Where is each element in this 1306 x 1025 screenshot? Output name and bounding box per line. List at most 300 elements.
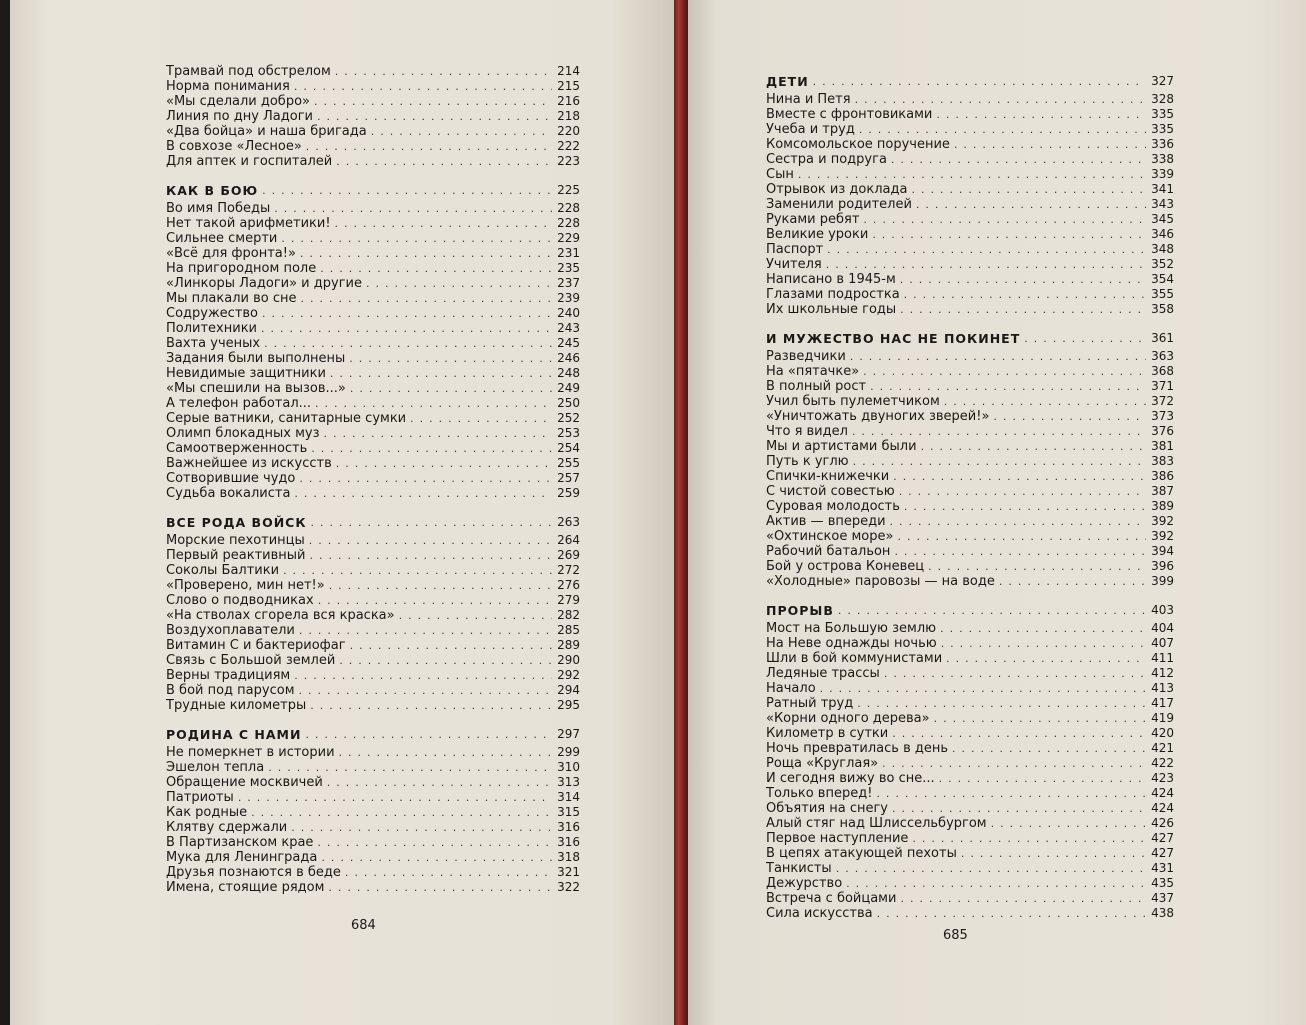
toc-entry	[166, 835, 580, 850]
entry-title: Витамин С и бактериофаг	[166, 638, 346, 653]
dot-leader	[317, 109, 552, 124]
dot-leader	[410, 411, 552, 426]
section-heading	[766, 72, 1174, 89]
entry-page-number: 214	[557, 64, 580, 78]
entry-title: Алый стяг над Шлиссельбургом	[766, 816, 987, 831]
dot-leader	[853, 454, 1146, 469]
dot-leader	[328, 880, 552, 895]
book-edge-shadow	[0, 0, 10, 1025]
section-title: И МУЖЕСТВО НАС НЕ ПОКИНЕТ	[766, 331, 1021, 346]
toc-entry	[166, 94, 580, 109]
entry-title: С чистой совестью	[766, 484, 895, 499]
entry-page-number: 272	[557, 563, 580, 577]
entry-page-number: 352	[1151, 257, 1174, 271]
entry-title: В полный рост	[766, 379, 867, 394]
entry-title: Для аптек и госпиталей	[166, 154, 333, 169]
dot-leader	[954, 137, 1146, 152]
entry-page-number: 314	[557, 790, 580, 804]
entry-page-number: 220	[557, 124, 580, 138]
dot-leader	[314, 94, 552, 109]
dot-leader	[892, 726, 1146, 741]
dot-leader	[952, 741, 1146, 756]
entry-title: Написано в 1945-м	[766, 272, 896, 287]
dot-leader	[281, 231, 552, 246]
entry-title: Линия по дну Ладоги	[166, 109, 313, 124]
toc-section	[766, 329, 1174, 589]
entry-page-number: 348	[1151, 242, 1174, 256]
entry-page-number: 371	[1151, 379, 1174, 393]
entry-page-number: 424	[1151, 786, 1174, 800]
dot-leader	[877, 906, 1146, 921]
dot-leader	[890, 514, 1146, 529]
toc-section	[166, 181, 580, 501]
entry-title: «На стволах сгорела вся краска»	[166, 608, 395, 623]
toc-entry	[766, 786, 1174, 801]
entry-page-number: 310	[557, 760, 580, 774]
toc-entry	[766, 439, 1174, 454]
toc-entry	[766, 152, 1174, 167]
toc-entry	[766, 514, 1174, 529]
dot-leader	[826, 257, 1146, 272]
toc-entry	[166, 683, 580, 698]
toc-section	[166, 725, 580, 895]
entry-page-number: 215	[557, 79, 580, 93]
section-page-number: 403	[1151, 603, 1174, 617]
dot-leader	[928, 559, 1146, 574]
entry-page-number: 289	[557, 638, 580, 652]
page-number: 684	[351, 918, 376, 933]
entry-title: Роща «Круглая»	[766, 756, 879, 771]
entry-page-number: 387	[1151, 484, 1174, 498]
dot-leader	[993, 409, 1146, 424]
entry-title: «Мы спешили на вызов...»	[166, 381, 346, 396]
dot-leader	[836, 861, 1146, 876]
toc-entry	[166, 154, 580, 169]
dot-leader	[846, 876, 1146, 891]
toc-entry	[766, 756, 1174, 771]
entry-title: Учителя	[766, 257, 822, 272]
dot-leader	[941, 636, 1146, 651]
entry-page-number: 295	[557, 698, 580, 712]
toc-entry	[166, 608, 580, 623]
dot-leader	[852, 424, 1146, 439]
entry-title: Сотворившие чудо	[166, 471, 296, 486]
entry-page-number: 386	[1151, 469, 1174, 483]
entry-title: Что я видел	[766, 424, 848, 439]
toc-entry	[766, 394, 1174, 409]
entry-title: Трамвай под обстрелом	[166, 64, 331, 79]
entry-title: Начало	[766, 681, 816, 696]
toc-entry	[766, 272, 1174, 287]
toc-entry	[166, 805, 580, 820]
entry-page-number: 338	[1151, 152, 1174, 166]
dot-leader	[850, 349, 1146, 364]
entry-title: Сила искусства	[766, 906, 873, 921]
toc-entry	[766, 379, 1174, 394]
section-page-number: 263	[557, 515, 580, 529]
dot-leader	[310, 698, 552, 713]
entry-title: Серые ватники, санитарные сумки	[166, 411, 407, 426]
entry-title: Суровая молодость	[766, 499, 900, 514]
toc-entry	[766, 364, 1174, 379]
toc-entry	[766, 287, 1174, 302]
dot-leader	[336, 154, 552, 169]
entry-page-number: 426	[1151, 816, 1174, 830]
dot-leader	[863, 364, 1146, 379]
toc-entry	[766, 122, 1174, 137]
entry-title: Патриоты	[166, 790, 234, 805]
entry-page-number: 419	[1151, 711, 1174, 725]
dot-leader	[882, 756, 1146, 771]
toc-entry	[166, 850, 580, 865]
toc-entry	[766, 876, 1174, 891]
entry-page-number: 290	[557, 653, 580, 667]
entry-page-number: 420	[1151, 726, 1174, 740]
dot-leader	[946, 651, 1146, 666]
toc-entry	[166, 653, 580, 668]
entry-title: «Холодные» паровозы — на воде	[766, 574, 995, 589]
dot-leader	[310, 548, 553, 563]
entry-title: «Проверено, мин нет!»	[166, 578, 325, 593]
toc-entry	[166, 216, 580, 231]
toc-entry	[766, 696, 1174, 711]
toc-entry	[766, 831, 1174, 846]
entry-title: Встреча с бойцами	[766, 891, 897, 906]
dot-leader	[262, 183, 552, 198]
entry-page-number: 316	[557, 835, 580, 849]
toc-entry	[766, 92, 1174, 107]
section-heading	[166, 725, 580, 742]
dot-leader	[991, 816, 1146, 831]
toc-entry	[166, 865, 580, 880]
toc-entry	[766, 242, 1174, 257]
entry-page-number: 245	[557, 336, 580, 350]
entry-page-number: 313	[557, 775, 580, 789]
dot-leader	[299, 623, 552, 638]
entry-title: Трудные километры	[166, 698, 307, 713]
entry-page-number: 335	[1151, 122, 1174, 136]
entry-page-number: 427	[1151, 846, 1174, 860]
entry-page-number: 421	[1151, 741, 1174, 755]
dot-leader	[911, 182, 1146, 197]
dot-leader	[350, 638, 552, 653]
dot-leader	[301, 291, 553, 306]
entry-title: Олимп блокадных муз	[166, 426, 320, 441]
toc-entry	[166, 760, 580, 775]
entry-page-number: 223	[557, 154, 580, 168]
dot-leader	[294, 486, 552, 501]
dot-leader	[366, 276, 552, 291]
toc-entry	[766, 891, 1174, 906]
dot-leader	[900, 891, 1146, 906]
dot-leader	[813, 74, 1146, 89]
entry-title: На Неве однажды ночью	[766, 636, 937, 651]
entry-page-number: 282	[557, 608, 580, 622]
dot-leader	[299, 683, 553, 698]
toc-entry	[766, 454, 1174, 469]
entry-title: «Корни одного дерева»	[766, 711, 930, 726]
toc-entry	[166, 321, 580, 336]
toc-entry	[766, 651, 1174, 666]
section-page-number: 297	[557, 727, 580, 741]
entry-page-number: 246	[557, 351, 580, 365]
entry-page-number: 417	[1151, 696, 1174, 710]
entry-title: А телефон работал...	[166, 396, 312, 411]
dot-leader	[857, 696, 1146, 711]
dot-leader	[251, 805, 552, 820]
entry-title: Нина и Петя	[766, 92, 851, 107]
dot-leader	[268, 760, 552, 775]
toc-entry	[766, 801, 1174, 816]
dot-leader	[306, 139, 552, 154]
entry-page-number: 328	[1151, 92, 1174, 106]
entry-title: Слово о подводниках	[166, 593, 314, 608]
toc-entry	[166, 291, 580, 306]
dot-leader	[321, 850, 552, 865]
entry-title: Норма понимания	[166, 79, 290, 94]
dot-leader	[999, 574, 1146, 589]
entry-page-number: 228	[557, 201, 580, 215]
entry-page-number: 294	[557, 683, 580, 697]
dot-leader	[305, 727, 552, 742]
entry-title: Ратный труд	[766, 696, 854, 711]
entry-title: «Уничтожать двуногих зверей!»	[766, 409, 990, 424]
toc-entry	[166, 411, 580, 426]
entry-page-number: 255	[557, 456, 580, 470]
entry-page-number: 239	[557, 291, 580, 305]
toc-entry	[166, 336, 580, 351]
page-number: 685	[943, 928, 968, 943]
toc-section	[166, 513, 580, 713]
dot-leader	[900, 302, 1146, 317]
book-spine	[674, 0, 688, 1025]
section-heading	[166, 181, 580, 198]
entry-page-number: 372	[1151, 394, 1174, 408]
toc-entry	[766, 846, 1174, 861]
entry-title: Первое наступление	[766, 831, 909, 846]
entry-title: Сестра и подруга	[766, 152, 887, 167]
entry-page-number: 216	[557, 94, 580, 108]
toc-entry	[766, 621, 1174, 636]
entry-page-number: 358	[1151, 302, 1174, 316]
entry-page-number: 424	[1151, 801, 1174, 815]
entry-title: Отрывок из доклада	[766, 182, 908, 197]
toc-entry	[766, 212, 1174, 227]
dot-leader	[327, 775, 552, 790]
entry-page-number: 376	[1151, 424, 1174, 438]
toc-entry	[166, 456, 580, 471]
entry-title: Заменили родителей	[766, 197, 912, 212]
entry-page-number: 343	[1151, 197, 1174, 211]
toc-entry	[166, 486, 580, 501]
dot-leader	[318, 593, 552, 608]
dot-leader	[944, 394, 1146, 409]
dot-leader	[1024, 331, 1146, 346]
entry-title: Имена, стоящие рядом	[166, 880, 325, 895]
entry-page-number: 231	[557, 246, 580, 260]
entry-title: Обращение москвичей	[166, 775, 323, 790]
toc-entry	[166, 698, 580, 713]
toc-entry	[766, 107, 1174, 122]
toc-entry	[166, 790, 580, 805]
entry-title: Учил быть пулеметчиком	[766, 394, 940, 409]
dot-leader	[838, 603, 1146, 618]
dot-leader	[349, 351, 552, 366]
toc-entry	[766, 771, 1174, 786]
entry-title: «Два бойца» и наша бригада	[166, 124, 367, 139]
entry-title: Глазами подростка	[766, 287, 900, 302]
section-page-number: 327	[1151, 74, 1174, 88]
entry-title: На «пятачке»	[766, 364, 860, 379]
entry-page-number: 259	[557, 486, 580, 500]
dot-leader	[335, 216, 552, 231]
toc-entry	[166, 201, 580, 216]
dot-leader	[320, 261, 552, 276]
entry-title: В Партизанском крае	[166, 835, 314, 850]
dot-leader	[238, 790, 552, 805]
entry-page-number: 412	[1151, 666, 1174, 680]
entry-page-number: 336	[1151, 137, 1174, 151]
entry-page-number: 438	[1151, 906, 1174, 920]
toc-entry	[766, 741, 1174, 756]
dot-leader	[897, 529, 1146, 544]
dot-leader	[940, 621, 1146, 636]
toc-entry	[166, 775, 580, 790]
entry-page-number: 363	[1151, 349, 1174, 363]
toc-entry	[766, 711, 1174, 726]
entry-page-number: 435	[1151, 876, 1174, 890]
dot-leader	[870, 379, 1146, 394]
dot-leader	[339, 745, 552, 760]
dot-leader	[855, 92, 1146, 107]
entry-title: Комсомольское поручение	[766, 137, 950, 152]
entry-title: Учеба и труд	[766, 122, 855, 137]
entry-page-number: 269	[557, 548, 580, 562]
toc-entry	[766, 544, 1174, 559]
entry-page-number: 299	[557, 745, 580, 759]
toc-entry	[766, 137, 1174, 152]
section-heading	[166, 513, 580, 530]
entry-page-number: 316	[557, 820, 580, 834]
entry-page-number: 335	[1151, 107, 1174, 121]
toc-entry	[166, 563, 580, 578]
entry-page-number: 229	[557, 231, 580, 245]
dot-leader	[309, 533, 552, 548]
dot-leader	[345, 865, 552, 880]
entry-title: Километр в сутки	[766, 726, 889, 741]
entry-page-number: 396	[1151, 559, 1174, 573]
dot-leader	[264, 336, 552, 351]
entry-page-number: 394	[1151, 544, 1174, 558]
toc-entry	[166, 471, 580, 486]
entry-title: «Охтинское море»	[766, 529, 894, 544]
toc-entry	[166, 306, 580, 321]
entry-title: Только вперед!	[766, 786, 873, 801]
dot-leader	[936, 107, 1146, 122]
entry-title: Соколы Балтики	[166, 563, 280, 578]
dot-leader	[299, 471, 552, 486]
entry-page-number: 292	[557, 668, 580, 682]
dot-leader	[884, 666, 1146, 681]
dot-leader	[904, 287, 1146, 302]
entry-page-number: 341	[1151, 182, 1174, 196]
toc-entry	[766, 559, 1174, 574]
entry-page-number: 423	[1151, 771, 1174, 785]
entry-title: Путь к углю	[766, 454, 849, 469]
toc-entry	[166, 533, 580, 548]
dot-leader	[921, 439, 1146, 454]
entry-page-number: 253	[557, 426, 580, 440]
entry-page-number: 346	[1151, 227, 1174, 241]
toc-entry	[766, 666, 1174, 681]
entry-page-number: 339	[1151, 167, 1174, 181]
entry-title: Великие уроки	[766, 227, 869, 242]
toc-entry	[166, 593, 580, 608]
entry-page-number: 240	[557, 306, 580, 320]
entry-title: «Мы сделали добро»	[166, 94, 310, 109]
toc-entry	[166, 64, 580, 79]
toc-entry	[766, 499, 1174, 514]
entry-title: Дежурство	[766, 876, 843, 891]
entry-page-number: 228	[557, 216, 580, 230]
toc-entry	[166, 578, 580, 593]
section-page-number: 361	[1151, 331, 1174, 345]
dot-leader	[324, 426, 552, 441]
dot-leader	[894, 544, 1146, 559]
dot-leader	[291, 820, 552, 835]
dot-leader	[311, 441, 552, 456]
entry-page-number: 249	[557, 381, 580, 395]
dot-leader	[371, 124, 552, 139]
dot-leader	[916, 197, 1146, 212]
entry-page-number: 243	[557, 321, 580, 335]
dot-leader	[939, 771, 1146, 786]
toc-entry	[766, 861, 1174, 876]
entry-page-number: 427	[1151, 831, 1174, 845]
entry-title: Паспорт	[766, 242, 824, 257]
dot-leader	[339, 653, 552, 668]
toc-entry	[766, 349, 1174, 364]
toc-entry	[166, 351, 580, 366]
toc-entry	[166, 381, 580, 396]
entry-page-number: 254	[557, 441, 580, 455]
entry-title: Мост на Большую землю	[766, 621, 937, 636]
dot-leader	[350, 381, 552, 396]
section-title: РОДИНА С НАМИ	[166, 727, 302, 742]
entry-page-number: 422	[1151, 756, 1174, 770]
entry-title: Первый реактивный	[166, 548, 306, 563]
entry-page-number: 321	[557, 865, 580, 879]
dot-leader	[311, 515, 552, 530]
toc-entry	[766, 257, 1174, 272]
entry-title: Мы плакали во сне	[166, 291, 297, 306]
toc-entry	[166, 261, 580, 276]
dot-leader	[827, 242, 1146, 257]
entry-title: Мы и артистами были	[766, 439, 917, 454]
dot-leader	[399, 608, 552, 623]
entry-title: Клятву сдержали	[166, 820, 288, 835]
dot-leader	[934, 711, 1146, 726]
entry-page-number: 411	[1151, 651, 1174, 665]
toc-entry	[766, 726, 1174, 741]
dot-leader	[820, 681, 1146, 696]
entry-page-number: 318	[557, 850, 580, 864]
section-title: ПРОРЫВ	[766, 603, 834, 618]
toc-section	[166, 64, 580, 169]
entry-page-number: 392	[1151, 514, 1174, 528]
entry-page-number: 407	[1151, 636, 1174, 650]
entry-page-number: 383	[1151, 454, 1174, 468]
